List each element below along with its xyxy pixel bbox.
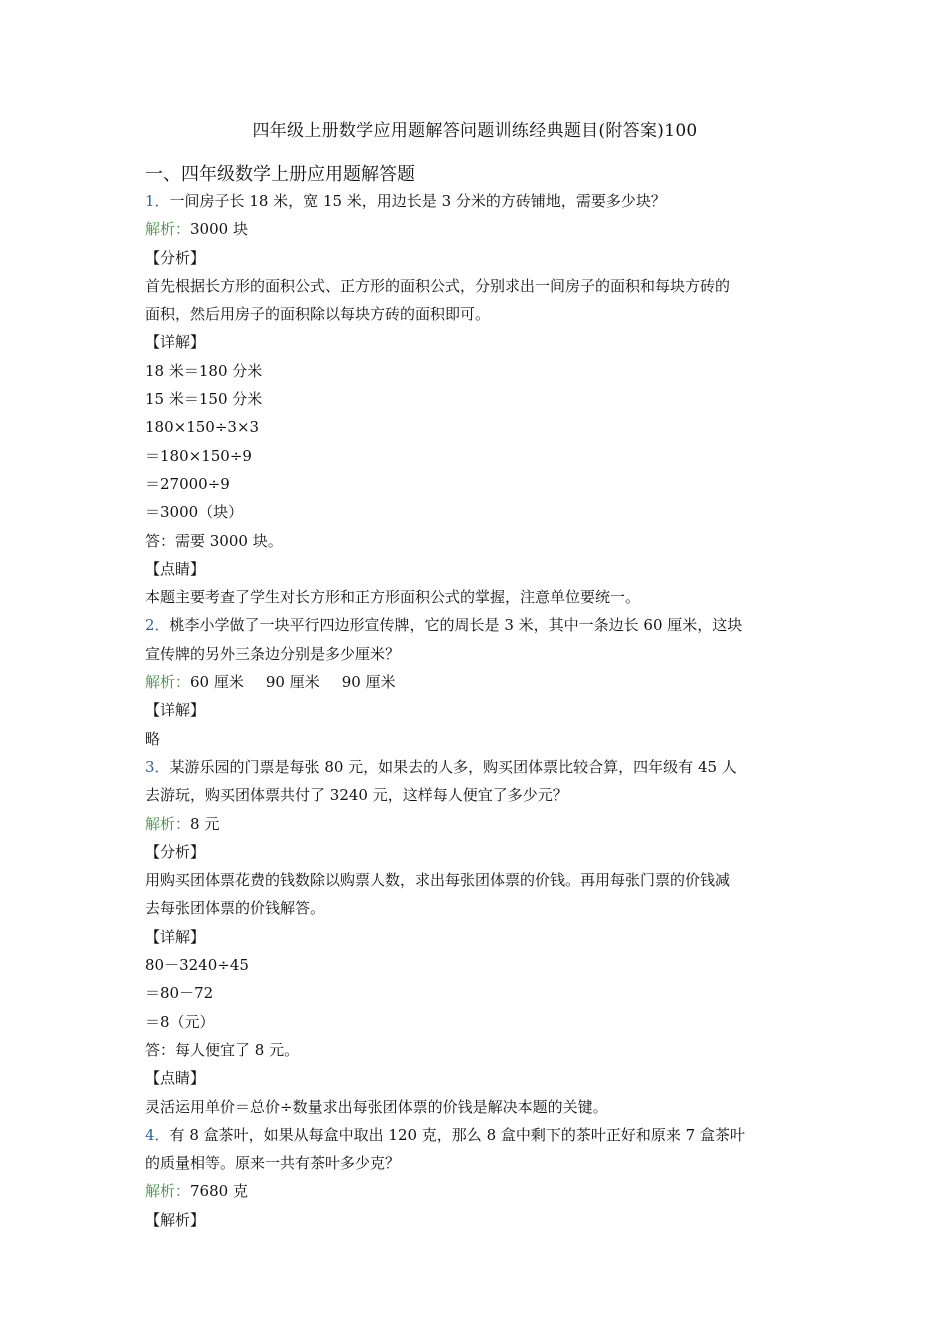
- question-text: 某游乐园的门票是每张 80 元，如果去的人多，购买团体票比较合算，四年级有 45 人: [169, 757, 737, 776]
- answer-value: 60 厘米: [190, 673, 244, 692]
- question-4: [145, 1121, 805, 1149]
- question-text: 桃李小学做了一块平行四边形宣传牌，它的周长是 3 米，其中一条边长 60 厘米，这块: [169, 616, 743, 635]
- question-text: 宣传牌的另外三条边分别是多少厘米？: [145, 644, 401, 663]
- comment-text: 灵活运用单价＝总价÷数量求出每张团体票的价钱是解决本题的关键。: [145, 1097, 608, 1116]
- solution-step: ＝3000（块）: [145, 503, 244, 522]
- question-text: 的质量相等。原来一共有茶叶多少克？: [145, 1154, 401, 1173]
- detail-text: 略: [145, 729, 161, 748]
- answer-label: 解析：: [145, 220, 191, 239]
- answer-line: [145, 810, 805, 838]
- solution-step: 180×150÷3×3: [145, 418, 260, 437]
- solution-step: 18 米＝180 分米: [145, 361, 263, 380]
- answer-line: [145, 1177, 805, 1205]
- comment-tag: 【点睛】: [145, 1069, 206, 1088]
- comment-tag: 【点睛】: [145, 559, 206, 578]
- solution-step: ＝27000÷9: [145, 474, 230, 493]
- answer-sentence: 答：需要 3000 块。: [145, 531, 283, 550]
- answer-sentence: 答：每人便宜了 8 元。: [145, 1040, 300, 1059]
- solution-step: ＝8（元）: [145, 1012, 215, 1031]
- question-number: 1．: [145, 192, 170, 210]
- answer-label: 解析：: [145, 673, 191, 692]
- question-text: 去游玩，购买团体票共付了 3240 元，这样每人便宜了多少元？: [145, 786, 568, 805]
- question-2: [145, 611, 805, 639]
- question-text: 一间房子长 18 米，宽 15 米，用边长是 3 分米的方砖铺地，需要多少块？: [169, 192, 666, 210]
- section-heading: 一、四年级数学上册应用题解答题: [145, 164, 415, 185]
- analysis-text: 用购买团体票花费的钱数除以购票人数，求出每张团体票的价钱。再用每张门票的价钱减: [145, 871, 731, 890]
- solution-step: 80－3240÷45: [145, 956, 249, 975]
- solution-step: ＝80－72: [145, 984, 214, 1003]
- question-1: [145, 187, 805, 215]
- question-3: [145, 753, 805, 781]
- question-number: 3．: [145, 757, 170, 776]
- detail-tag: 【详解】: [145, 927, 206, 946]
- answer-label: 解析：: [145, 1182, 191, 1201]
- detail-tag: 【详解】: [145, 333, 206, 352]
- analysis-tag: 【分析】: [145, 248, 206, 267]
- answer-value: 3000 块: [190, 220, 248, 239]
- analysis-tag: 【分析】: [145, 842, 206, 861]
- answer-value: 90 厘米: [341, 673, 396, 692]
- answer-value: 90 厘米: [265, 673, 320, 692]
- solution-step: 15 米＝150 分米: [145, 390, 263, 409]
- analysis-text: 首先根据长方形的面积公式、正方形的面积公式，分别求出一间房子的面积和每块方砖的: [145, 276, 731, 295]
- answer-value: 8 元: [190, 814, 220, 833]
- document-title: 四年级上册数学应用题解答问题训练经典题目(附答案)100: [252, 121, 698, 141]
- answer-value: 7680 克: [190, 1182, 248, 1201]
- analysis-text: 面积，然后用房子的面积除以每块方砖的面积即可。: [145, 305, 491, 324]
- detail-tag: 【详解】: [145, 701, 206, 720]
- answer-line: [145, 668, 805, 696]
- answer-label: 解析：: [145, 814, 191, 833]
- document-body: [145, 187, 805, 1234]
- explanation-tag: 【解析】: [145, 1210, 206, 1229]
- answer-line: [145, 215, 805, 243]
- analysis-text: 去每张团体票的价钱解答。: [145, 899, 326, 918]
- comment-text: 本题主要考查了学生对长方形和正方形面积公式的掌握，注意单位要统一。: [145, 588, 641, 607]
- question-text: 有 8 盒茶叶，如果从每盒中取出 120 克，那么 8 盒中剩下的茶叶正好和原来 7 盒茶叶: [169, 1125, 745, 1144]
- solution-step: ＝180×150÷9: [145, 446, 252, 465]
- question-number: 4．: [145, 1125, 170, 1144]
- question-number: 2．: [145, 616, 170, 635]
